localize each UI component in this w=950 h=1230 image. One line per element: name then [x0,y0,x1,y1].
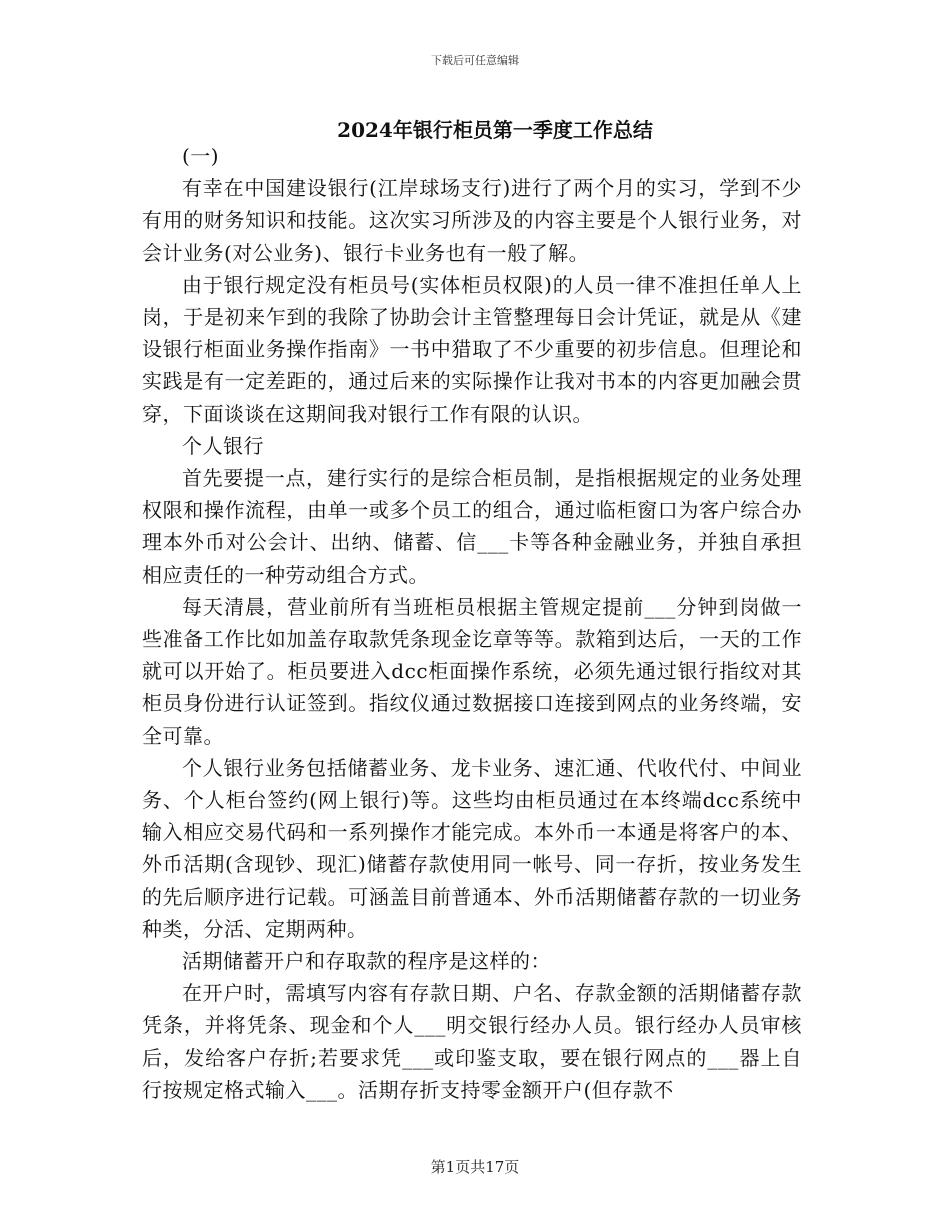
page-header: 下载后可任意编辑 [431,54,519,67]
paragraph: 个人银行 [182,433,264,458]
document-title: 2024年银行柜员第一季度工作总结 [337,118,653,142]
paragraph: 每天清晨，营业前所有当班柜员根据主管规定提前___分钟到岗做一些准备工作比如加盖存取款凭条现金讫章等等。款箱到达后，一天的工作就可以开始了。柜员要进入dcc柜面操作系统，必须先通过银行指纹对其柜员身份进行认证签到。指纹仪通过数据接口连接到网点的业务终端，安全可靠。 [142,594,802,748]
paragraph: 由于银行规定没有柜员号(实体柜员权限)的人员一律不准担任单人上岗，于是初来乍到的我除了协助会计主管整理每日会计凭证，就是从《建设银行柜面业务操作指南》一书中猎取了不少重要的初步信息。但理论和实践是有一定差距的，通过后来的实际操作让我对书本的内容更加融会贯穿，下面谈谈在这期间我对银行工作有限的认识。 [142,272,802,426]
document-body [142,140,802,1106]
paragraph: 有幸在中国建设银行(江岸球场支行)进行了两个月的实习，学到不少有用的财务知识和技能。这次实习所涉及的内容主要是个人银行业务，对会计业务(对公业务)、银行卡业务也有一般了解。 [142,176,802,265]
paragraph: (一) [182,144,220,168]
page-footer: 第1页共17页 [430,1158,520,1176]
paragraph: 活期储蓄开户和存取款的程序是这样的： [182,949,551,974]
paragraph: 在开户时，需填写内容有存款日期、户名、存款金额的活期储蓄存款凭条，并将凭条、现金和个人___明交银行经办人员。银行经办人员审核后，发给客户存折;若要求凭___或印鉴支取，要在银行网点的___器上自行按规定格式输入___。活期存折支持零金额开户(但存款不 [142,981,802,1102]
paragraph: 首先要提一点，建行实行的是综合柜员制，是指根据规定的业务处理权限和操作流程，由单一或多个员工的组合，通过临柜窗口为客户综合办理本外币对公会计、出纳、储蓄、信___卡等各种金融业务，并独自承担相应责任的一种劳动组合方式。 [142,466,802,587]
paragraph: 个人银行业务包括储蓄业务、龙卡业务、速汇通、代收代付、中间业务、个人柜台签约(网上银行)等。这些均由柜员通过在本终端dcc系统中输入相应交易代码和一系列操作才能完成。本外币一本通是将客户的本、外币活期(含现钞、现汇)储蓄存款使用同一帐号、同一存折，按业务发生的先后顺序进行记载。可涵盖目前普通本、外币活期储蓄存款的一切业务种类，分活、定期两种。 [142,755,802,941]
